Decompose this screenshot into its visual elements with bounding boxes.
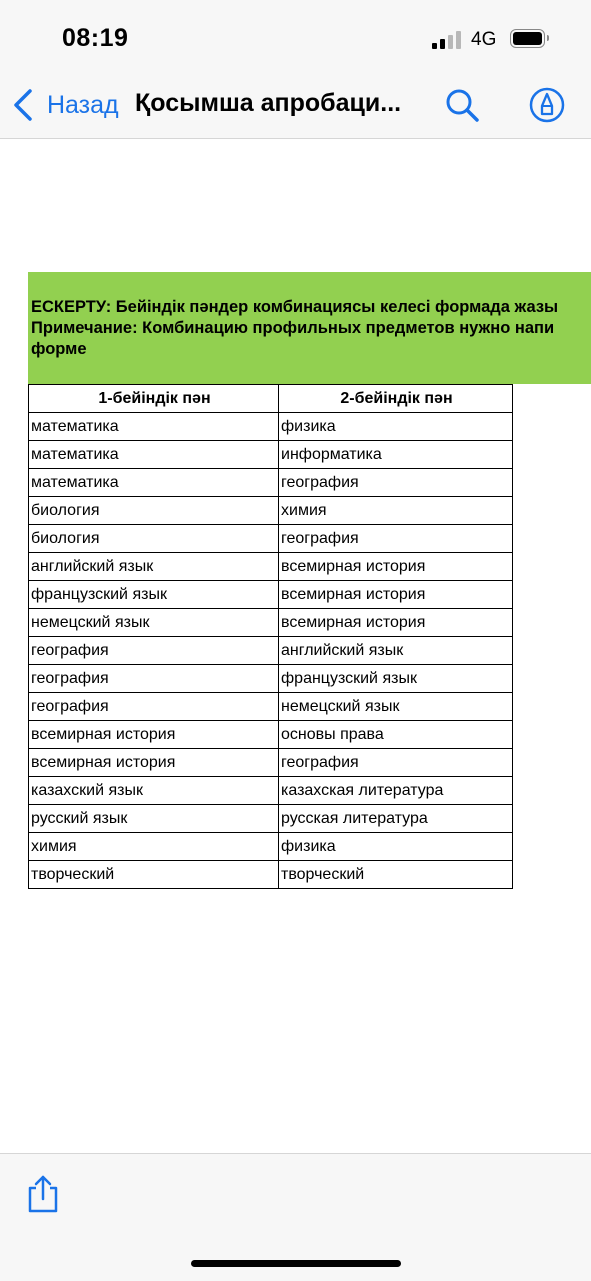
second-subject-cell: казахская литература xyxy=(279,777,513,805)
first-subject-cell: география xyxy=(29,693,279,721)
table-row xyxy=(29,861,513,889)
note-line-kazakh: ЕСКЕРТУ: Бейіндік пәндер комбинациясы келесі формада жазы xyxy=(31,298,559,316)
first-subject-cell: география xyxy=(29,665,279,693)
note-banner xyxy=(28,272,591,384)
first-subject-cell: всемирная история xyxy=(29,749,279,777)
first-subject-cell: английский язык xyxy=(29,553,279,581)
second-subject-cell: английский язык xyxy=(279,637,513,665)
back-label: Назад xyxy=(47,90,119,119)
table-row xyxy=(29,469,513,497)
table-row xyxy=(29,525,513,553)
first-subject-cell: казахский язык xyxy=(29,777,279,805)
note-line-russian: Примечание: Комбинацию профильных предметов нужно напи xyxy=(31,319,555,337)
first-subject-cell: математика xyxy=(29,469,279,497)
table-row xyxy=(29,553,513,581)
first-subject-cell: французский язык xyxy=(29,581,279,609)
chevron-left-icon xyxy=(12,88,34,122)
second-subject-cell: физика xyxy=(279,833,513,861)
table-row xyxy=(29,805,513,833)
back-button[interactable] xyxy=(12,88,119,122)
battery-icon xyxy=(510,29,545,48)
first-subject-cell: биология xyxy=(29,525,279,553)
table-row xyxy=(29,721,513,749)
header-first-subject: 1-бейіндік пән xyxy=(29,385,279,413)
first-subject-cell: химия xyxy=(29,833,279,861)
second-subject-cell: география xyxy=(279,469,513,497)
bottom-toolbar xyxy=(0,1153,591,1281)
second-subject-cell: физика xyxy=(279,413,513,441)
network-label: 4G xyxy=(471,29,497,50)
second-subject-cell: всемирная история xyxy=(279,609,513,637)
second-subject-cell: немецский язык xyxy=(279,693,513,721)
table-row xyxy=(29,609,513,637)
search-icon[interactable] xyxy=(444,87,480,123)
table-row xyxy=(29,833,513,861)
second-subject-cell: всемирная история xyxy=(279,553,513,581)
table-row xyxy=(29,581,513,609)
cellular-signal-icon xyxy=(432,31,462,49)
table-row xyxy=(29,749,513,777)
second-subject-cell: география xyxy=(279,525,513,553)
second-subject-cell: география xyxy=(279,749,513,777)
markup-pen-icon[interactable] xyxy=(529,87,565,123)
subject-combination-table xyxy=(28,384,513,889)
second-subject-cell: французский язык xyxy=(279,665,513,693)
table-row xyxy=(29,665,513,693)
first-subject-cell: русский язык xyxy=(29,805,279,833)
second-subject-cell: всемирная история xyxy=(279,581,513,609)
home-indicator[interactable] xyxy=(191,1260,401,1267)
share-icon[interactable] xyxy=(26,1174,60,1214)
status-time: 08:19 xyxy=(62,24,129,52)
first-subject-cell: математика xyxy=(29,441,279,469)
table-header-row xyxy=(29,385,513,413)
first-subject-cell: немецский язык xyxy=(29,609,279,637)
table-row xyxy=(29,637,513,665)
first-subject-cell: биология xyxy=(29,497,279,525)
table-row xyxy=(29,441,513,469)
note-line-continued: форме xyxy=(31,340,87,358)
table-row xyxy=(29,413,513,441)
second-subject-cell: русская литература xyxy=(279,805,513,833)
second-subject-cell: творческий xyxy=(279,861,513,889)
second-subject-cell: основы права xyxy=(279,721,513,749)
second-subject-cell: химия xyxy=(279,497,513,525)
header-second-subject: 2-бейіндік пән xyxy=(279,385,513,413)
first-subject-cell: всемирная история xyxy=(29,721,279,749)
table-row xyxy=(29,693,513,721)
first-subject-cell: творческий xyxy=(29,861,279,889)
table-row xyxy=(29,777,513,805)
table-row xyxy=(29,497,513,525)
first-subject-cell: география xyxy=(29,637,279,665)
document-title: Қосымша апробаци... xyxy=(135,89,402,117)
second-subject-cell: информатика xyxy=(279,441,513,469)
first-subject-cell: математика xyxy=(29,413,279,441)
navigation-bar xyxy=(0,0,591,139)
